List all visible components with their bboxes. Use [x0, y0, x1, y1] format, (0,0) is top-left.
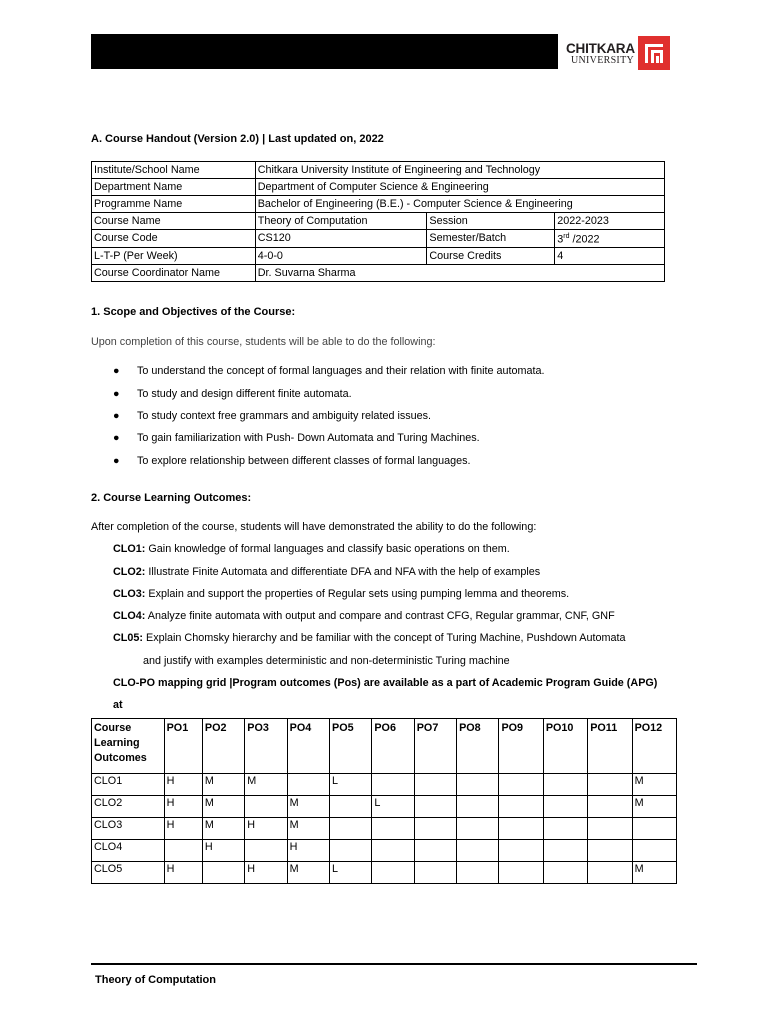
table-row: [92, 796, 677, 818]
table-row: [92, 162, 665, 179]
session-value: 2022-2023: [555, 213, 665, 230]
table-row: [92, 213, 665, 230]
clo-cell: CLO3: [92, 818, 165, 840]
list-item: ● To study context free grammars and ambiguity related issues.: [113, 410, 432, 422]
mapping-cell: M: [202, 774, 244, 796]
mapping-cell: [457, 796, 499, 818]
header-po7: PO7: [414, 719, 456, 774]
credits-value: 4: [555, 247, 665, 264]
clo-item: CLO3: Explain and support the properties of Regular sets using pumping lemma and theorems.: [113, 588, 570, 600]
mapping-cell: [457, 818, 499, 840]
mapping-cell: [543, 796, 587, 818]
mapping-cell: H: [245, 818, 287, 840]
mapping-cell: [372, 862, 414, 884]
header-po10: PO10: [543, 719, 587, 774]
programme-value: Bachelor of Engineering (B.E.) - Computer Science & Engineering: [255, 196, 664, 213]
programme-label: Programme Name: [92, 196, 256, 213]
ltp-label: L-T-P (Per Week): [92, 247, 256, 264]
mapping-cell: [588, 862, 632, 884]
mapping-cell: H: [164, 862, 202, 884]
mapping-cell: [457, 774, 499, 796]
clo-item: CLO1: Gain knowledge of formal languages and classify basic operations on them.: [113, 543, 510, 555]
mapping-cell: [287, 774, 329, 796]
mapping-cell: H: [164, 796, 202, 818]
list-item: ● To study and design different finite automata.: [113, 388, 352, 400]
header-po3: PO3: [245, 719, 287, 774]
department-value: Department of Computer Science & Engineering: [255, 179, 664, 196]
mapping-cell: M: [632, 796, 676, 818]
semester-suffix: rd: [563, 233, 570, 240]
mapping-cell: H: [202, 840, 244, 862]
mapping-cell: [414, 862, 456, 884]
course-code-value: CS120: [255, 230, 427, 248]
mapping-cell: H: [245, 862, 287, 884]
mapping-cell: [457, 840, 499, 862]
table-row: [92, 264, 665, 281]
clo-continuation: and justify with examples deterministic and non-deterministic Turing machine: [143, 655, 510, 667]
mapping-cell: M: [287, 862, 329, 884]
table-row: [92, 774, 677, 796]
table-header-row: [92, 719, 677, 774]
mapping-cell: [372, 774, 414, 796]
department-label: Department Name: [92, 179, 256, 196]
header-po12: PO12: [632, 719, 676, 774]
mapping-cell: [414, 840, 456, 862]
course-name-label: Course Name: [92, 213, 256, 230]
mapping-cell: [372, 840, 414, 862]
clo-intro: After completion of the course, students will have demonstrated the ability to do the following:: [91, 521, 537, 533]
mapping-cell: [330, 818, 372, 840]
mapping-cell: L: [330, 862, 372, 884]
coordinator-label: Course Coordinator Name: [92, 264, 256, 281]
mapping-cell: [499, 818, 543, 840]
university-logo: [566, 36, 672, 70]
table-row: [92, 179, 665, 196]
clo-po-mapping-table: [91, 718, 677, 884]
mapping-cell: [414, 818, 456, 840]
header-po4: PO4: [287, 719, 329, 774]
header-po5: PO5: [330, 719, 372, 774]
header-po11: PO11: [588, 719, 632, 774]
table-row: [92, 862, 677, 884]
mapping-line: CLO-PO mapping grid |Program outcomes (Pos) are available as a part of Academic Program Guide (APG): [113, 677, 658, 689]
mapping-cell: [543, 818, 587, 840]
mapping-cell: [414, 774, 456, 796]
logo-name: CHITKARA: [566, 41, 635, 56]
course-name-value: Theory of Computation: [255, 213, 427, 230]
mapping-cell: [330, 840, 372, 862]
mapping-cell: H: [287, 840, 329, 862]
header-po1: PO1: [164, 719, 202, 774]
list-item: ● To understand the concept of formal languages and their relation with finite automata.: [113, 365, 545, 377]
logo-sub: UNIVERSITY: [571, 55, 634, 66]
ltp-value: 4-0-0: [255, 247, 427, 264]
mapping-cell: H: [164, 774, 202, 796]
header-po8: PO8: [457, 719, 499, 774]
mapping-cell: L: [330, 774, 372, 796]
clo-cell: CLO5: [92, 862, 165, 884]
mapping-cell: M: [287, 796, 329, 818]
mapping-cell: [588, 818, 632, 840]
mapping-cell: [499, 862, 543, 884]
footer-title: Theory of Computation: [95, 974, 216, 986]
mapping-cell: [245, 796, 287, 818]
semester-batch: /2022: [569, 233, 600, 246]
mapping-cell: [543, 862, 587, 884]
mapping-cell: [632, 818, 676, 840]
mapping-cell: [414, 796, 456, 818]
mapping-cell: [499, 840, 543, 862]
clo-item: CLO4: Analyze finite automata with output and compare and contrast CFG, Regular grammar, CNF, GNF: [113, 610, 615, 622]
credits-label: Course Credits: [427, 247, 555, 264]
semester-number: 3: [557, 233, 564, 246]
table-row: [92, 840, 677, 862]
institute-label: Institute/School Name: [92, 162, 256, 179]
institute-value: Chitkara University Institute of Engineering and Technology: [255, 162, 664, 179]
list-item: ● To gain familiarization with Push- Down Automata and Turing Machines.: [113, 432, 480, 444]
mapping-at: at: [113, 699, 123, 711]
logo-mark-icon: [638, 36, 670, 70]
footer-divider: [91, 963, 697, 965]
semester-value: [555, 230, 665, 248]
mapping-cell: L: [372, 796, 414, 818]
course-info-table: [91, 161, 665, 282]
mapping-cell: [588, 796, 632, 818]
section-a-title: A. Course Handout (Version 2.0) | Last updated on, 2022: [91, 133, 384, 145]
table-row: [92, 230, 665, 248]
mapping-cell: H: [164, 818, 202, 840]
table-row: [92, 196, 665, 213]
mapping-cell: M: [287, 818, 329, 840]
mapping-cell: [202, 862, 244, 884]
scope-intro: Upon completion of this course, students will be able to do the following:: [91, 336, 436, 348]
mapping-cell: M: [202, 818, 244, 840]
clo-cell: CLO4: [92, 840, 165, 862]
mapping-cell: [588, 774, 632, 796]
mapping-cell: [457, 862, 499, 884]
table-row: [92, 247, 665, 264]
mapping-cell: M: [632, 862, 676, 884]
mapping-cell: [543, 840, 587, 862]
bullet-icon: ●: [113, 365, 120, 377]
mapping-cell: [499, 774, 543, 796]
mapping-cell: [543, 774, 587, 796]
clo-item: CL05: Explain Chomsky hierarchy and be familiar with the concept of Turing Machine, Pushdown Automata: [113, 632, 626, 644]
scope-heading: 1. Scope and Objectives of the Course:: [91, 306, 296, 318]
bullet-icon: ●: [113, 455, 120, 467]
header-black-bar: [91, 34, 558, 69]
bullet-icon: ●: [113, 410, 120, 422]
mapping-cell: M: [245, 774, 287, 796]
session-label: Session: [427, 213, 555, 230]
list-item: ● To explore relationship between different classes of formal languages.: [113, 455, 471, 467]
mapping-cell: M: [202, 796, 244, 818]
bullet-icon: ●: [113, 432, 120, 444]
clo-cell: CLO2: [92, 796, 165, 818]
mapping-cell: [164, 840, 202, 862]
semester-label: Semester/Batch: [427, 230, 555, 248]
mapping-cell: [632, 840, 676, 862]
mapping-cell: [499, 796, 543, 818]
mapping-cell: [330, 796, 372, 818]
header-po6: PO6: [372, 719, 414, 774]
mapping-cell: [372, 818, 414, 840]
mapping-cell: [588, 840, 632, 862]
course-code-label: Course Code: [92, 230, 256, 248]
header-course-learning-outcomes: Course Learning Outcomes: [92, 719, 165, 774]
clo-item: CLO2: Illustrate Finite Automata and differentiate DFA and NFA with the help of examples: [113, 566, 541, 578]
clo-heading: 2. Course Learning Outcomes:: [91, 492, 252, 504]
bullet-icon: ●: [113, 388, 120, 400]
header-po9: PO9: [499, 719, 543, 774]
mapping-cell: M: [632, 774, 676, 796]
header-po2: PO2: [202, 719, 244, 774]
mapping-cell: [245, 840, 287, 862]
clo-cell: CLO1: [92, 774, 165, 796]
coordinator-value: Dr. Suvarna Sharma: [255, 264, 664, 281]
table-row: [92, 818, 677, 840]
